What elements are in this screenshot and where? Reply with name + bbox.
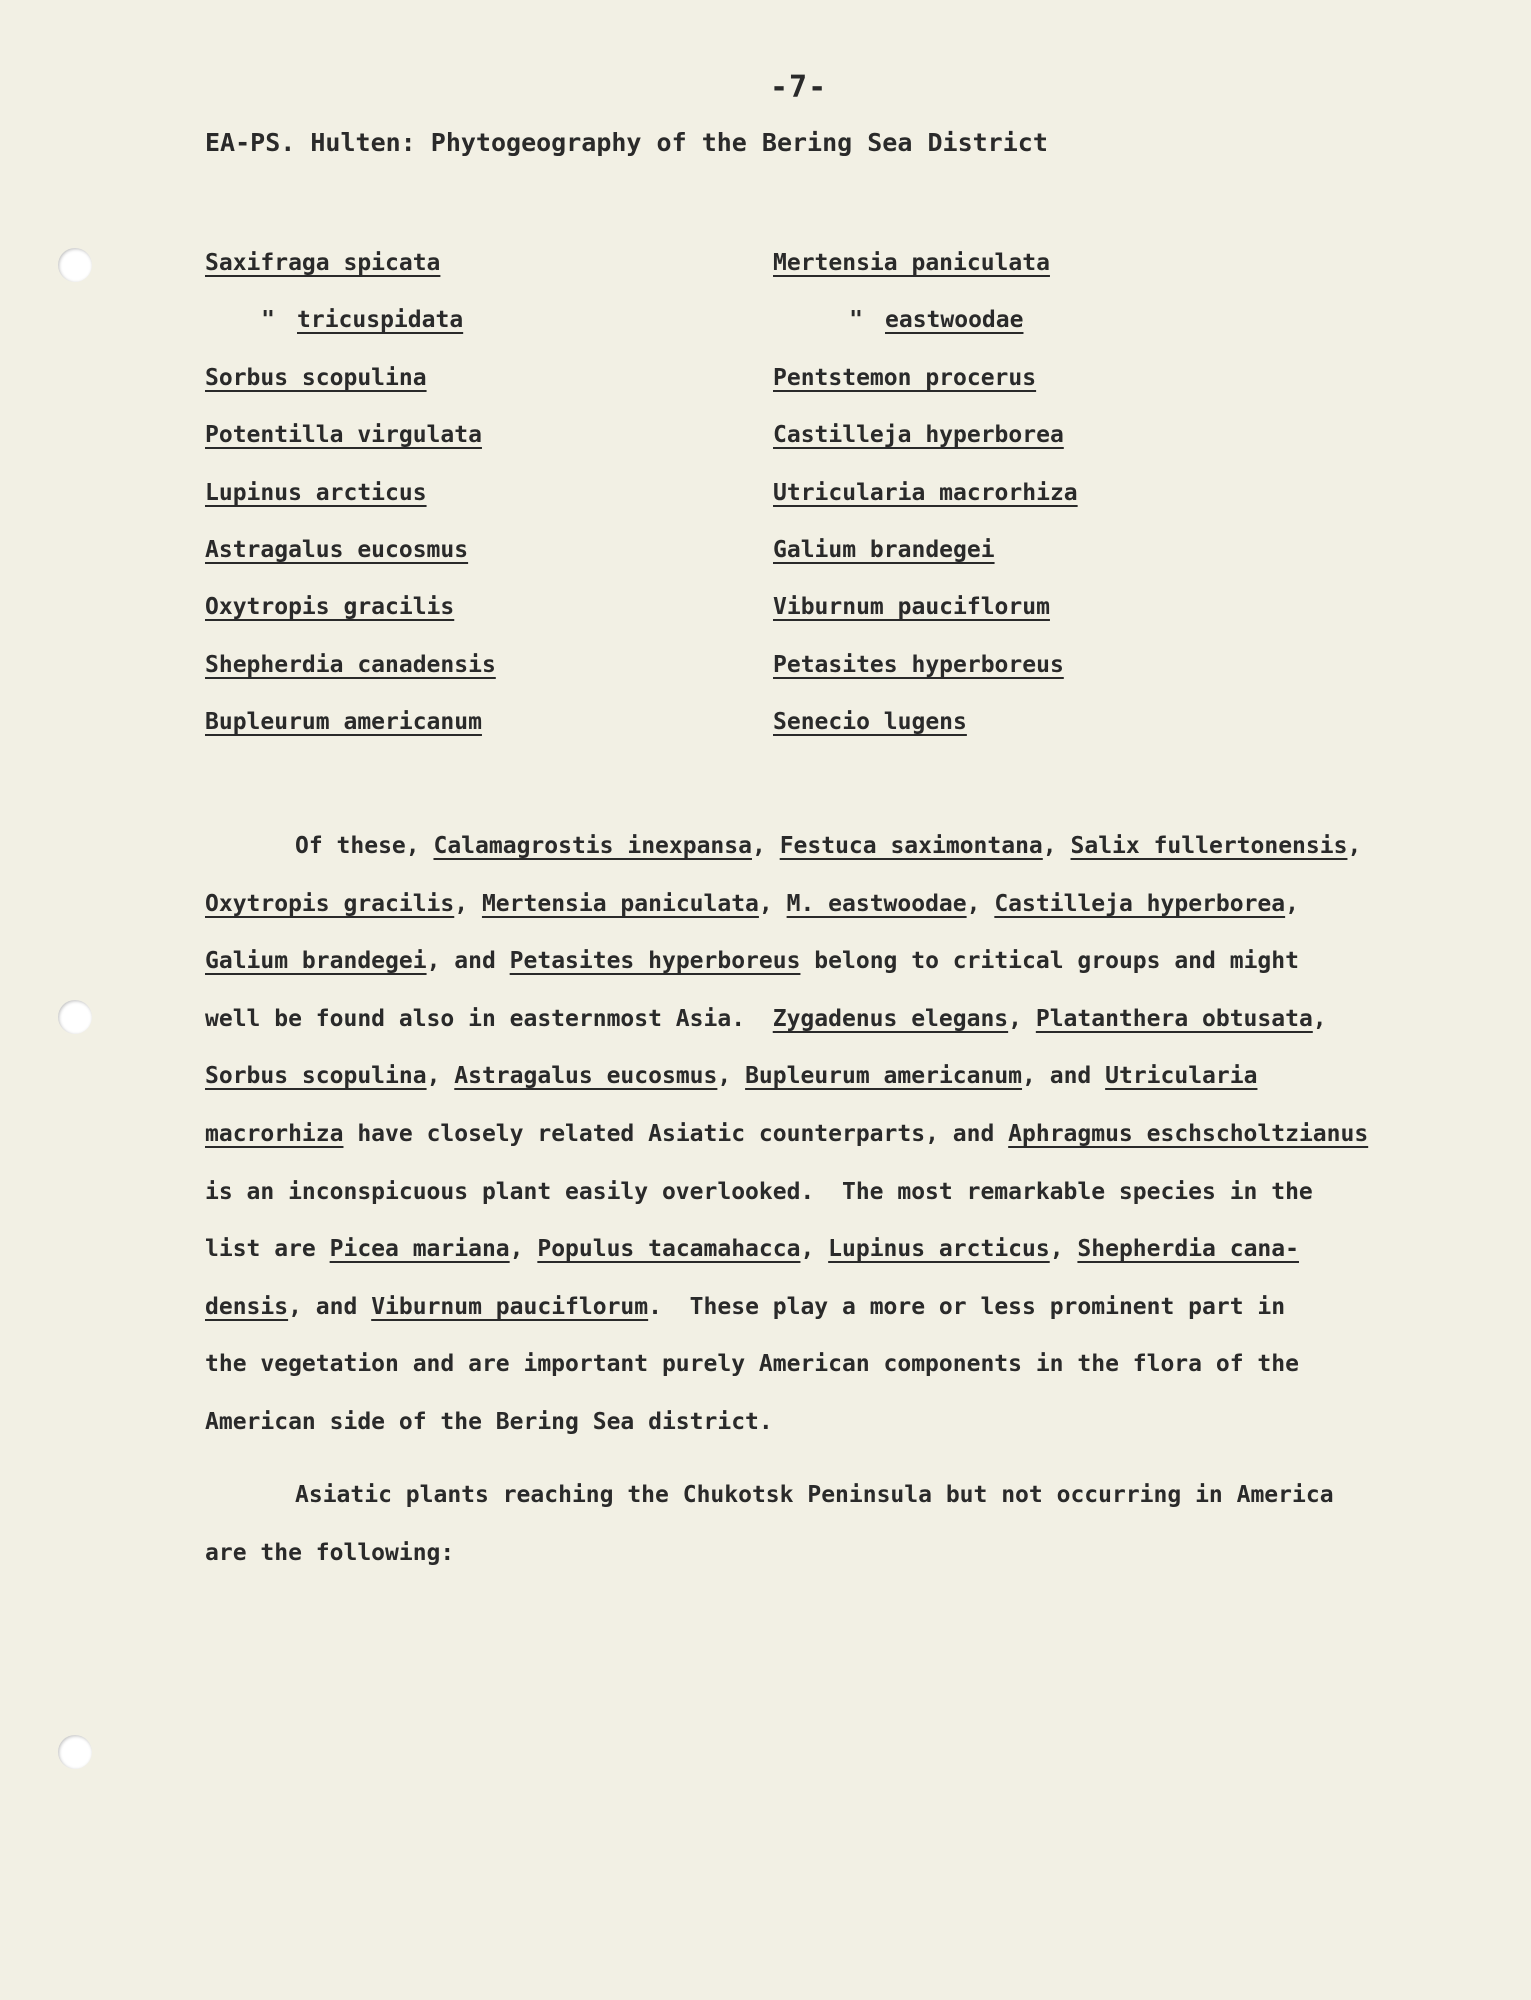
page-header: EA-PS. Hulten: Phytogeography of the Bering Sea District (205, 128, 1048, 157)
list-item: Mertensia paniculata (773, 250, 1050, 276)
list-item: Shepherdia canadensis (205, 651, 496, 678)
list-item: Saxifraga spicata (205, 250, 441, 276)
punch-hole (58, 1735, 92, 1769)
text-line: well be found also in easternmost Asia. Zygadenus elegans, Platanthera obtusata, (205, 1005, 1327, 1032)
text-line: Oxytropis gracilis, Mertensia paniculata, M. eastwoodae, Castilleja hyperborea, (205, 890, 1299, 917)
text-line: Asiatic plants reaching the Chukotsk Peninsula but not occurring in America (295, 1482, 1334, 1508)
text-line: densis, and Viburnum pauciflorum. These play a more or less prominent part in (205, 1293, 1286, 1320)
list-item: Galium brandegei (773, 536, 995, 563)
species-list-right (773, 250, 1333, 767)
list-item: Pentstemon procerus (773, 364, 1037, 391)
list-item: Petasites hyperboreus (773, 651, 1064, 678)
text-line: Sorbus scopulina, Astragalus eucosmus, Bupleurum americanum, and Utricularia (205, 1063, 1258, 1090)
text-line: Of these, Calamagrostis inexpansa, Festuca saximontana, Salix fullertonensis, (295, 833, 1362, 859)
list-item: Viburnum pauciflorum (773, 594, 1050, 621)
text-line: is an inconspicuous plant easily overlooked. The most remarkable species in the (205, 1178, 1313, 1205)
list-item: Astragalus eucosmus (205, 536, 469, 563)
list-item: Potentilla virgulata (205, 422, 482, 449)
text-line: macrorhiza have closely related Asiatic counterparts, and Aphragmus eschscholtzianus (205, 1120, 1369, 1147)
text-line: the vegetation and are important purely American components in the flora of the (205, 1351, 1299, 1378)
text-line: list are Picea mariana, Populus tacamahacca, Lupinus arcticus, Shepherdia cana- (205, 1236, 1299, 1263)
list-item: Oxytropis gracilis (205, 594, 455, 621)
list-item: Senecio lugens (773, 709, 967, 736)
list-item: Bupleurum americanum (205, 709, 482, 736)
ditto-mark: " (261, 307, 275, 334)
text-line: Galium brandegei, and Petasites hyperboreus belong to critical groups and might (205, 948, 1299, 975)
page-number: -7- (770, 70, 828, 105)
ditto-mark: " (849, 307, 863, 334)
species-list-left (205, 250, 765, 767)
list-item: Sorbus scopulina (205, 364, 427, 391)
punch-hole (58, 248, 92, 282)
text-line: American side of the Bering Sea district. (205, 1408, 773, 1435)
list-item: " eastwoodae (773, 307, 1333, 364)
paragraph-asiatic-plants (205, 1467, 1334, 1582)
list-item: Utricularia macrorhiza (773, 479, 1078, 506)
list-item: Lupinus arcticus (205, 479, 427, 506)
text-line: are the following: (205, 1539, 455, 1566)
punch-hole (58, 1000, 92, 1034)
list-item: Castilleja hyperborea (773, 422, 1064, 449)
paragraph-critical-groups (205, 818, 1450, 1452)
list-item: " tricuspidata (205, 307, 765, 364)
